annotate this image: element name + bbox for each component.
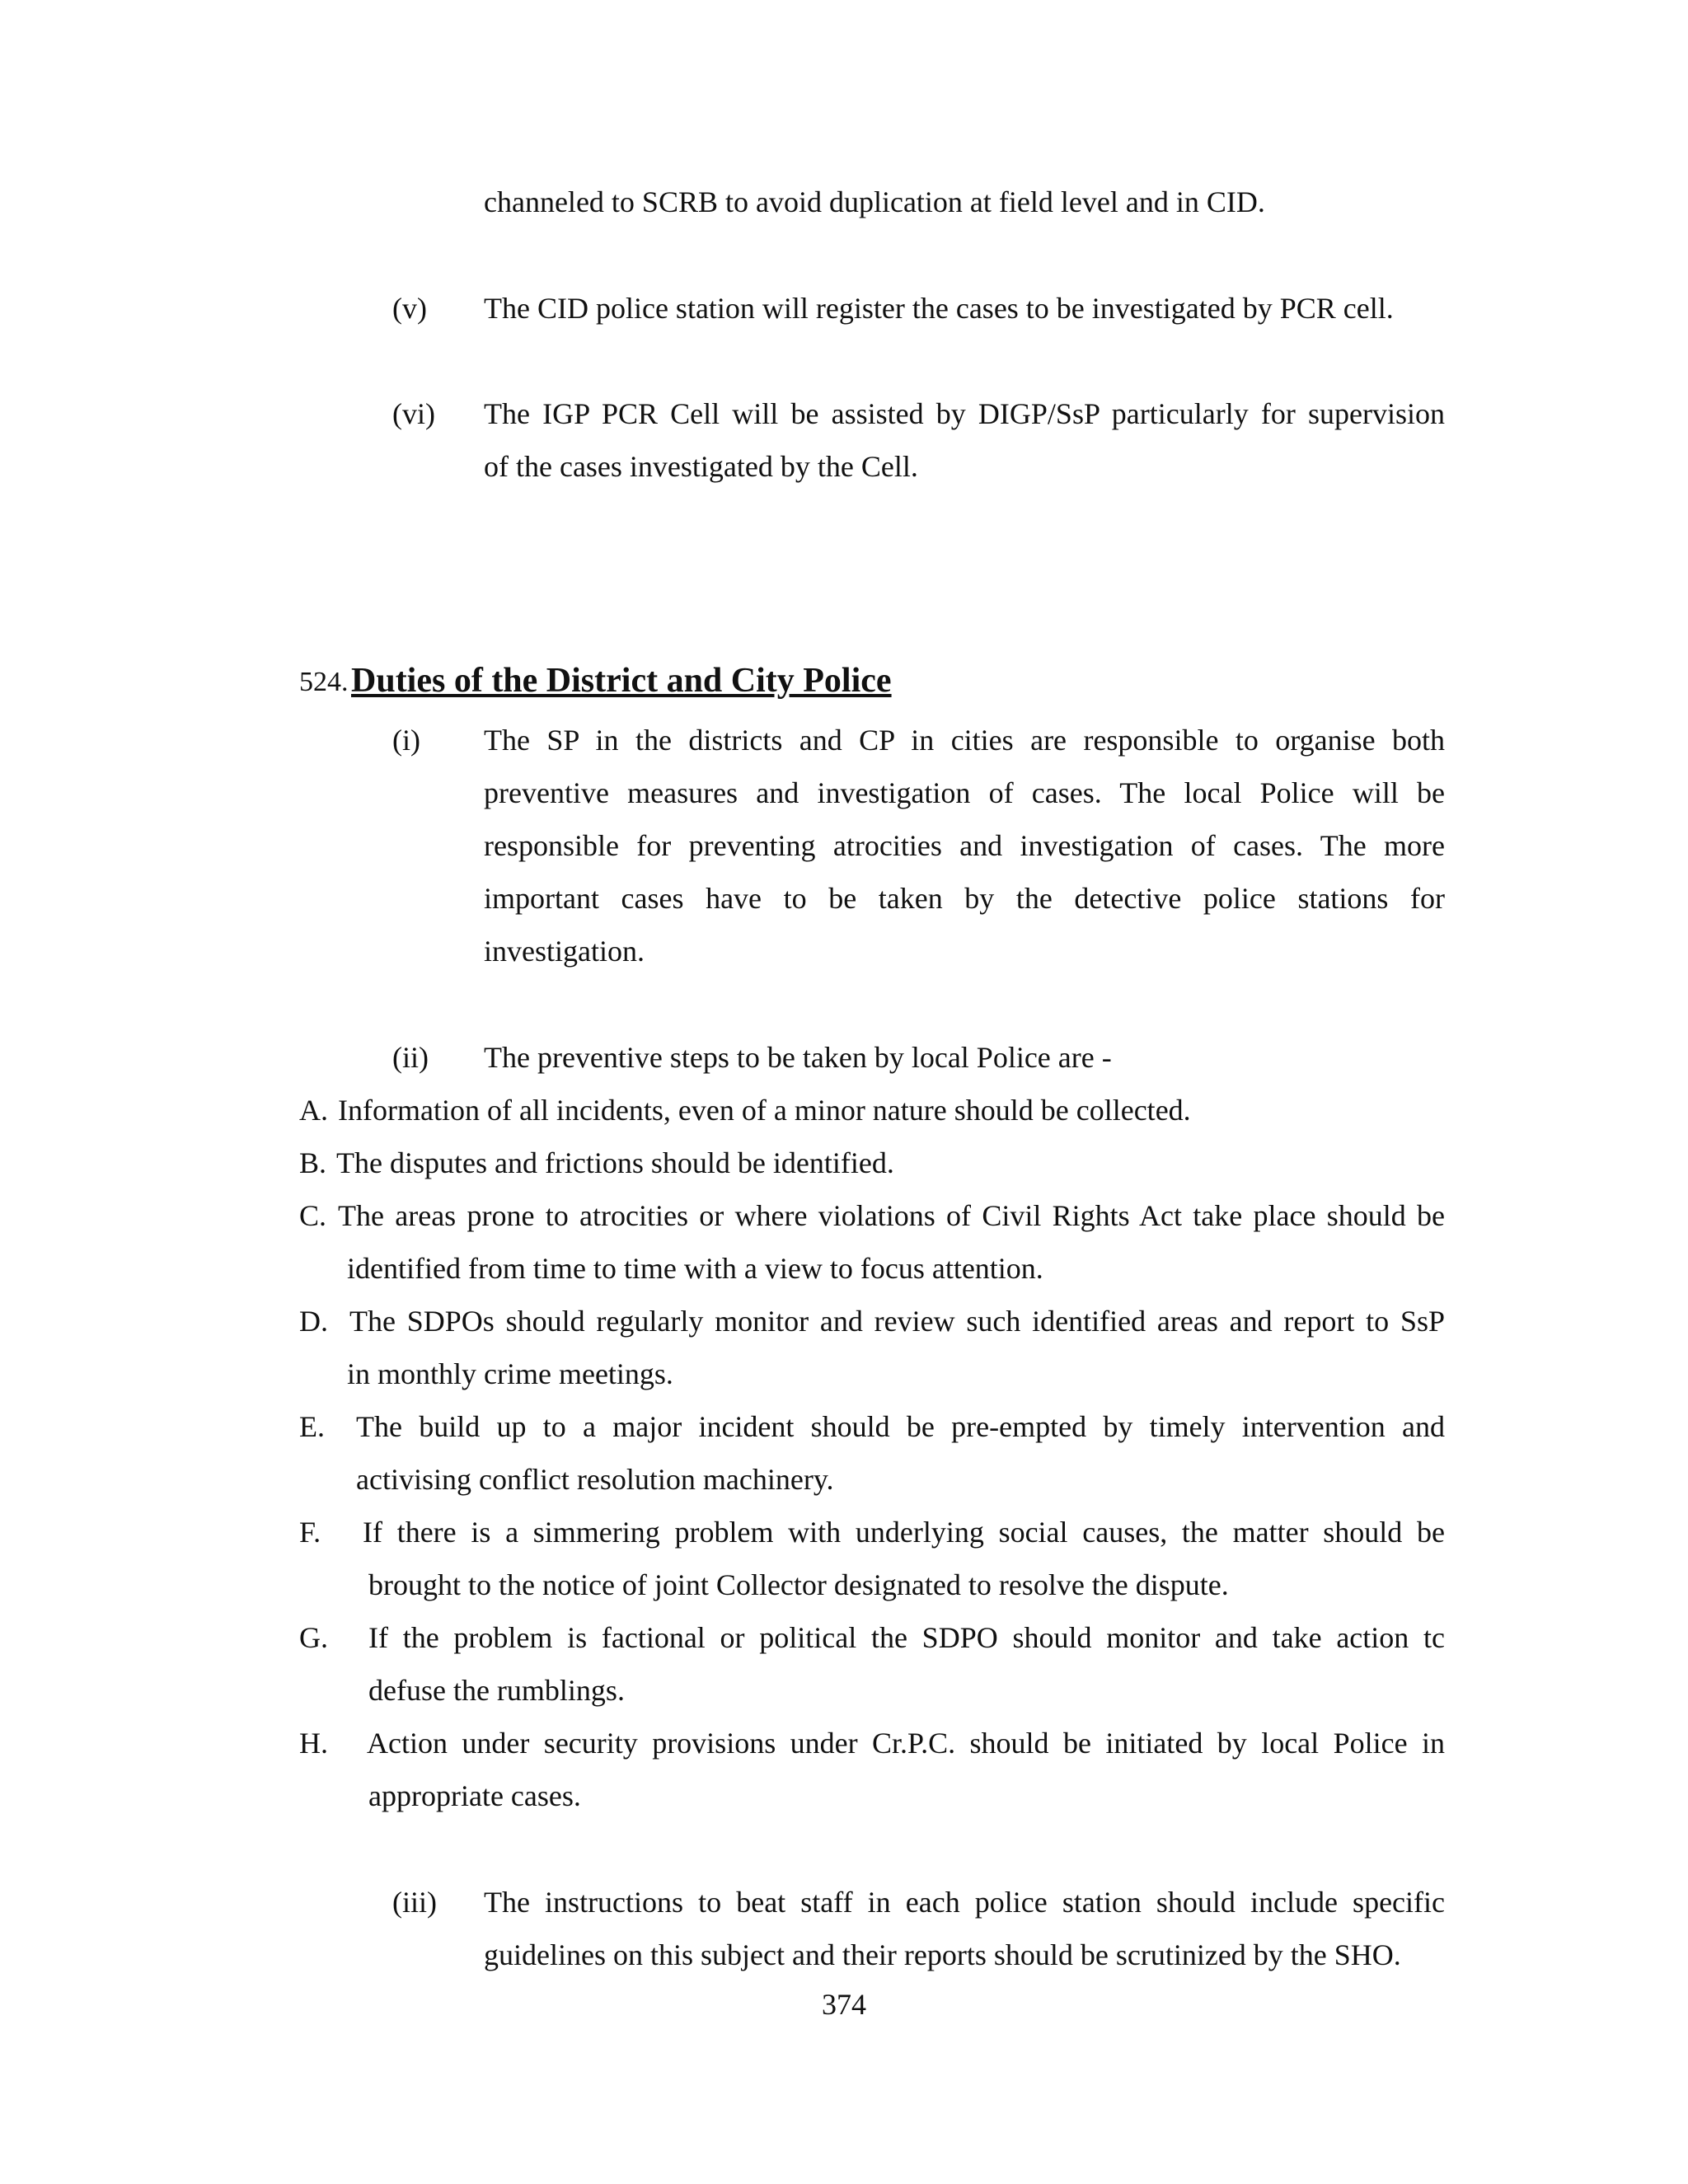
step-d-text-line-2: in monthly crime meetings. [347, 1357, 673, 1390]
step-c-text-line-1: The areas prone to atrocities or where violations of Civil Rights Act take place should be [338, 1199, 1445, 1232]
item-vi-text-line-2: of the cases investigated by the Cell. [484, 450, 918, 483]
step-f-text-line-1: If there is a simmering problem with underlying social causes, the matter should be [363, 1516, 1445, 1549]
section-number: 524. [299, 667, 349, 697]
step-g-text-line-2: defuse the rumblings. [368, 1674, 625, 1707]
step-label-e: E. [299, 1410, 325, 1443]
step-label-a: A. [299, 1094, 328, 1127]
item-i-text-line-5: investigation. [484, 935, 645, 968]
item-number-iii: (iii) [392, 1886, 437, 1919]
section-heading: Duties of the District and City Police [351, 662, 892, 700]
item-number-i: (i) [392, 724, 420, 757]
item-i-text-line-2: preventive measures and investigation of cases. The local Police will be [484, 776, 1445, 809]
step-b-text: The disputes and frictions should be identified. [336, 1146, 894, 1179]
step-e-text-line-2: activising conflict resolution machinery. [356, 1463, 834, 1496]
step-e-text-line-1: The build up to a major incident should be pre-empted by timely intervention and [356, 1410, 1445, 1443]
step-label-g: G. [299, 1621, 328, 1654]
item-ii-text: The preventive steps to be taken by local Police are - [484, 1041, 1112, 1074]
step-f-text-line-2: brought to the notice of joint Collector designated to resolve the dispute. [368, 1568, 1229, 1601]
item-i-text-line-3: responsible for preventing atrocities and investigation of cases. The more [484, 829, 1445, 862]
item-number-v: (v) [392, 292, 427, 325]
step-a-text: Information of all incidents, even of a minor nature should be collected. [338, 1094, 1191, 1127]
continuation-text: channeled to SCRB to avoid duplication at field level and in CID. [484, 185, 1265, 218]
item-iii-text-line-1: The instructions to beat staff in each police station should include specific [484, 1886, 1445, 1919]
step-label-d: D. [299, 1305, 328, 1338]
item-vi-text-line-1: The IGP PCR Cell will be assisted by DIGP/SsP particularly for supervision [484, 397, 1445, 430]
step-label-h: H. [299, 1727, 328, 1760]
item-number-vi: (vi) [392, 397, 435, 430]
step-h-text-line-1: Action under security provisions under Cr.P.C. should be initiated by local Police in [367, 1727, 1445, 1760]
step-label-b: B. [299, 1146, 327, 1179]
step-g-text-line-1: If the problem is factional or political the SDPO should monitor and take action tc [368, 1621, 1445, 1654]
step-c-text-line-2: identified from time to time with a view to focus attention. [347, 1252, 1043, 1285]
page-number: 374 [822, 1988, 866, 2021]
step-label-c: C. [299, 1199, 327, 1232]
item-i-text-line-1: The SP in the districts and CP in cities are responsible to organise both [484, 724, 1445, 757]
item-i-text-line-4: important cases have to be taken by the detective police stations for [484, 882, 1445, 915]
step-label-f: F. [299, 1516, 321, 1549]
item-number-ii: (ii) [392, 1041, 429, 1074]
step-d-text-line-1: The SDPOs should regularly monitor and review such identified areas and report to SsP [349, 1305, 1445, 1338]
step-h-text-line-2: appropriate cases. [368, 1779, 581, 1812]
item-v-text: The CID police station will register the cases to be investigated by PCR cell. [484, 292, 1394, 325]
item-iii-text-line-2: guidelines on this subject and their reports should be scrutinized by the SHO. [484, 1938, 1401, 1971]
